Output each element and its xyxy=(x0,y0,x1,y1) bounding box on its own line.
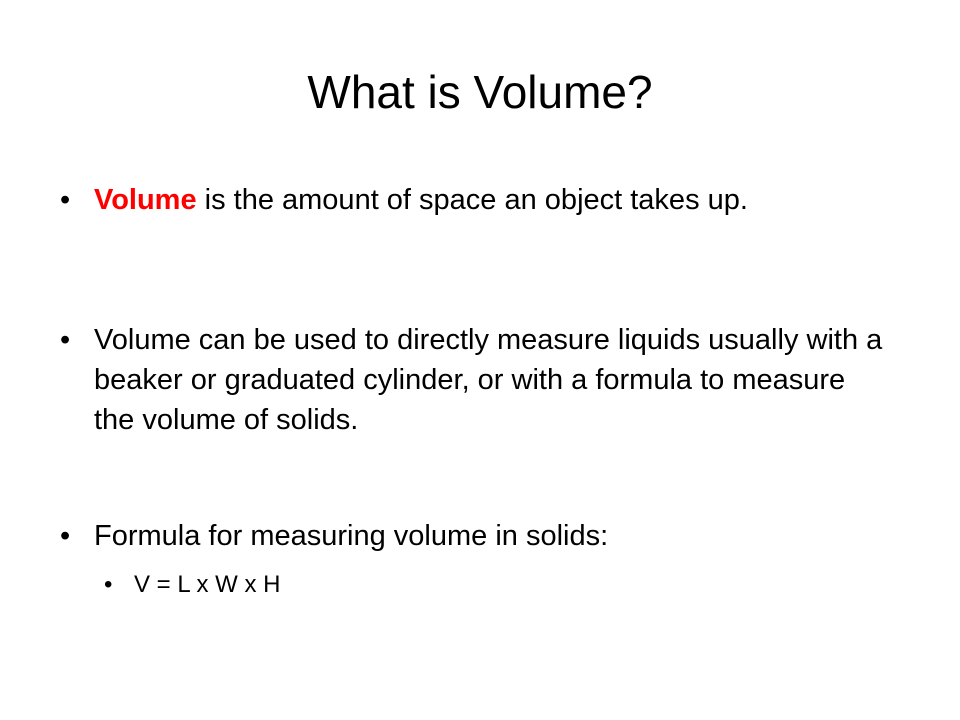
bullet-text xyxy=(94,180,890,220)
bullet-text: Volume can be used to directly measure liquids usually with a beaker or graduated cylinder, or with a formula to measure the volume of solids. xyxy=(94,324,883,436)
highlighted-term: Volume xyxy=(94,184,197,216)
bullet-icon: • xyxy=(60,324,71,356)
bullet-volume-usage xyxy=(60,320,890,440)
bullet-icon: • xyxy=(104,571,113,598)
formula-text: V = L x W x H xyxy=(134,571,281,598)
bullet-text: Formula for measuring volume in solids: xyxy=(94,520,609,552)
bullet-icon: • xyxy=(60,184,71,216)
bullet-text-body: is the amount of space an object takes up. xyxy=(196,184,748,216)
bullet-formula-intro xyxy=(60,516,890,556)
sub-bullet-formula xyxy=(104,568,934,602)
bullet-icon: • xyxy=(60,520,71,552)
bullet-volume-definition xyxy=(60,180,890,220)
slide-title: What is Volume? xyxy=(307,66,653,118)
